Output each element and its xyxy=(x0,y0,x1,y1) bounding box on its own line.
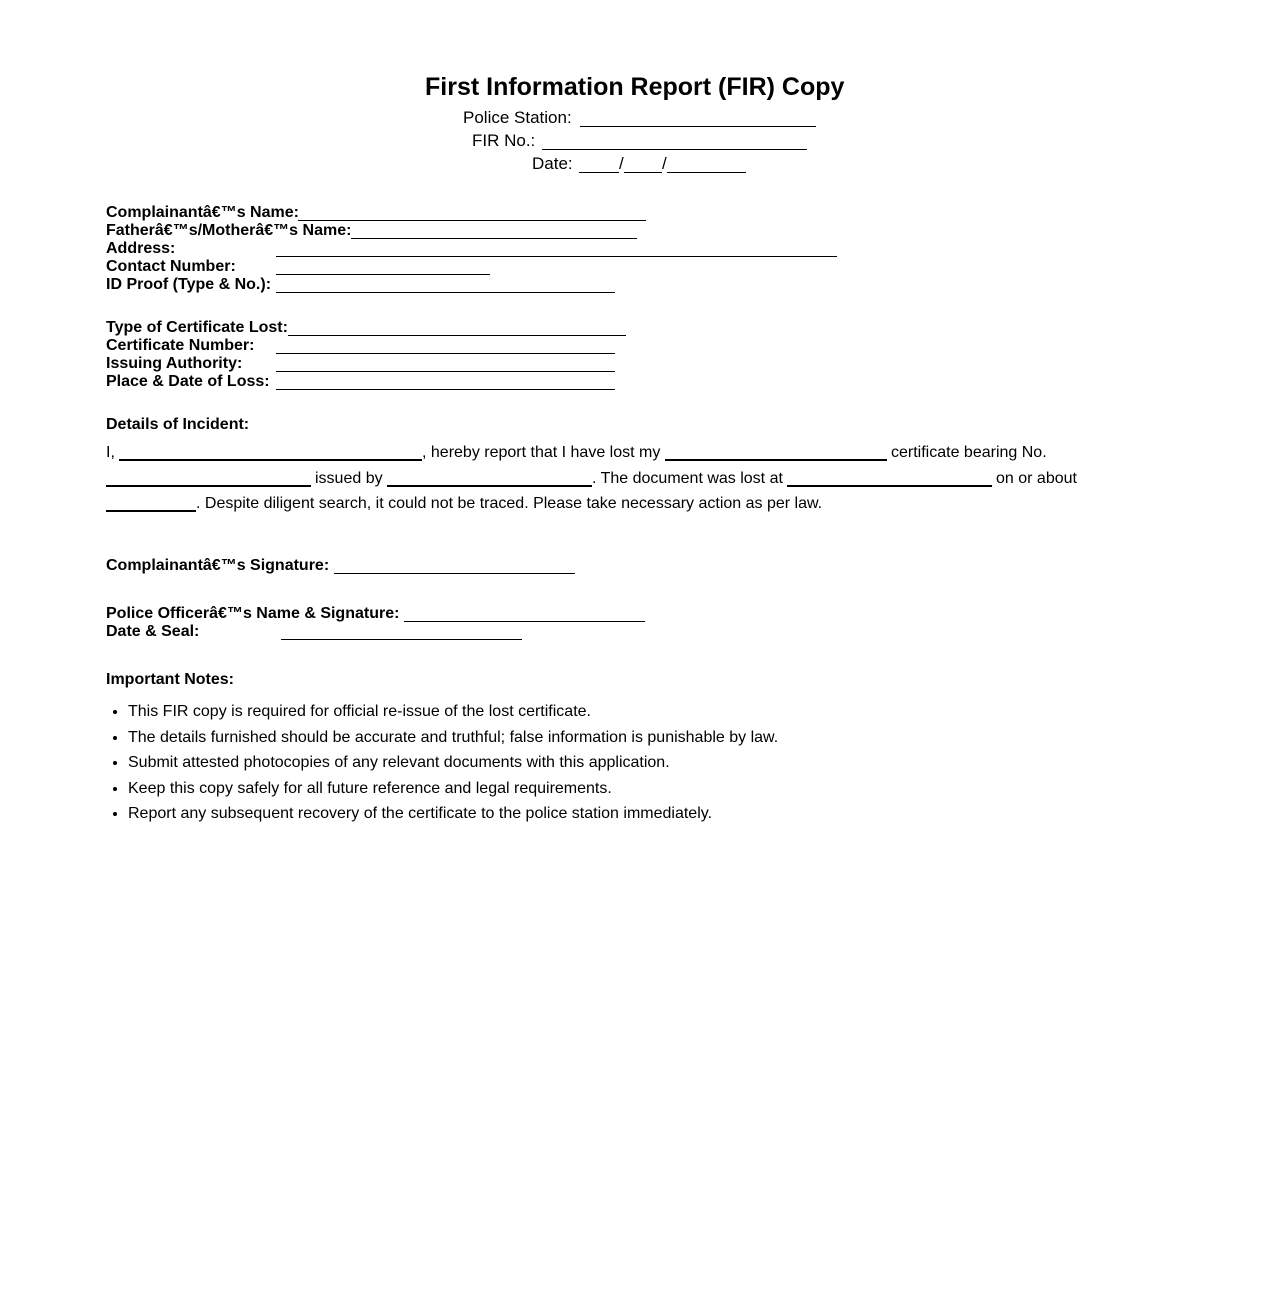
certificate-number-field[interactable] xyxy=(276,353,615,354)
page-title: First Information Report (FIR) Copy xyxy=(425,73,845,101)
officer-signature-label: Police Officerâ€™s Name & Signature: xyxy=(106,605,400,622)
date-separator: / xyxy=(662,154,667,173)
incident-text-2: , hereby report that I have lost my xyxy=(422,444,661,461)
notes-list xyxy=(106,699,778,827)
complainant-signature-label: Complainantâ€™s Signature: xyxy=(106,557,330,574)
incident-text-4: issued by xyxy=(315,470,383,487)
id-proof-field[interactable] xyxy=(276,292,615,293)
list-item: • The details furnished should be accurate and truthful; false information is punishable by law. xyxy=(128,725,778,751)
issuing-authority-label: Issuing Authority: xyxy=(106,355,243,372)
date-month-field[interactable] xyxy=(624,172,662,173)
date-year-field[interactable] xyxy=(667,172,746,173)
complainant-signature-field[interactable] xyxy=(334,573,575,574)
incident-text-6: on or about xyxy=(996,470,1077,487)
complainant-name-label: Complainantâ€™s Name: xyxy=(106,204,299,221)
issuing-authority-field[interactable] xyxy=(276,371,615,372)
certificate-type-field[interactable] xyxy=(288,335,626,336)
place-date-loss-label: Place & Date of Loss: xyxy=(106,373,270,390)
parent-name-field[interactable] xyxy=(351,238,637,239)
date-separator: / xyxy=(619,154,624,173)
list-item: • Keep this copy safely for all future reference and legal requirements. xyxy=(128,776,778,802)
incident-heading: Details of Incident: xyxy=(106,416,250,433)
incident-text-3: certificate bearing No. xyxy=(891,444,1047,461)
date-day-field[interactable] xyxy=(579,172,619,173)
officer-signature-field[interactable] xyxy=(404,621,645,622)
date-label: Date: xyxy=(532,154,573,173)
issuing-authority-blank[interactable] xyxy=(387,485,592,487)
police-station-label: Police Station: xyxy=(463,108,572,127)
notes-heading: Important Notes: xyxy=(106,671,234,688)
incident-text-7: . Despite diligent search, it could not be traced. Please take necessary action as per law. xyxy=(196,495,823,512)
certificate-number-blank[interactable] xyxy=(106,485,311,487)
police-station-field[interactable] xyxy=(580,126,816,127)
list-item: • Submit attested photocopies of any relevant documents with this application. xyxy=(128,750,778,776)
address-field[interactable] xyxy=(276,256,837,257)
contact-number-field[interactable] xyxy=(276,274,490,275)
loss-date-blank[interactable] xyxy=(106,510,196,512)
place-date-loss-field[interactable] xyxy=(276,389,615,390)
id-proof-label: ID Proof (Type & No.): xyxy=(106,276,272,293)
certificate-type-blank[interactable] xyxy=(665,459,887,461)
incident-text-5: . The document was lost at xyxy=(592,470,783,487)
fir-no-field[interactable] xyxy=(542,149,807,150)
fir-no-label: FIR No.: xyxy=(472,131,536,150)
certificate-number-label: Certificate Number: xyxy=(106,337,255,354)
list-item: • This FIR copy is required for official re-issue of the lost certificate. xyxy=(128,699,778,725)
complainant-name-field[interactable] xyxy=(298,220,646,221)
list-item: • Report any subsequent recovery of the certificate to the police station immediately. xyxy=(128,801,778,827)
date-seal-field[interactable] xyxy=(281,639,522,640)
contact-number-label: Contact Number: xyxy=(106,258,236,275)
complainant-name-blank[interactable] xyxy=(119,459,422,461)
certificate-type-label: Type of Certificate Lost: xyxy=(106,319,288,336)
parent-name-label: Fatherâ€™s/Motherâ€™s Name: xyxy=(106,222,352,239)
address-label: Address: xyxy=(106,240,176,257)
incident-text-1: I, xyxy=(106,444,115,461)
loss-place-blank[interactable] xyxy=(787,485,992,487)
date-seal-label: Date & Seal: xyxy=(106,623,200,640)
